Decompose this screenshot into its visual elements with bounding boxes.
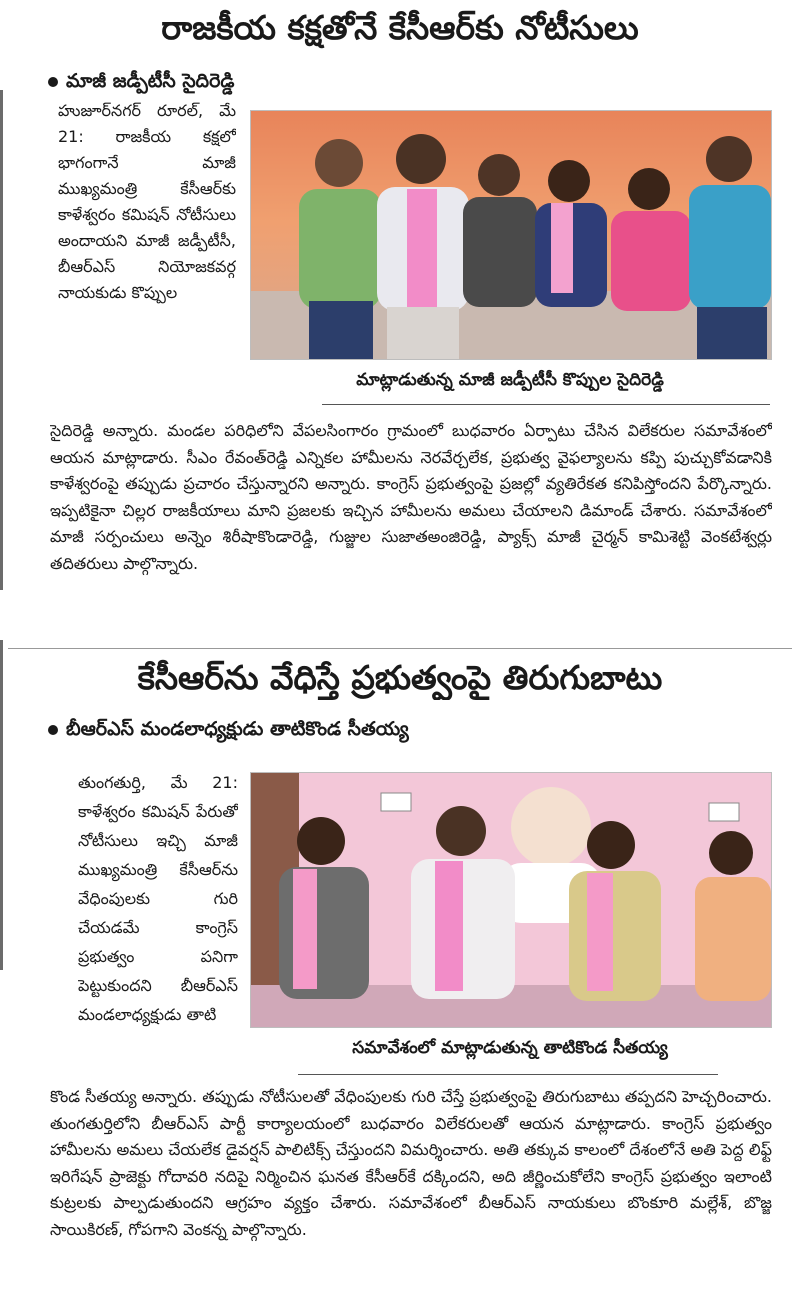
article2-body-text: కొండ సీతయ్య అన్నారు. తప్పుడు నోటీసులతో వేధింపులకు గురి చేస్తే ప్రభుత్వంపై తిరుగుబాటు తప్పదని హెచ్చరించారు. తుంగతుర్తిలోని బీఆర్‌ఎస్ పార్టీ కార్యాలయంలో బుధవారం విలేకరులతో ఆయన మాట్లాడారు. కాంగ్రెస్ ప్రభుత్వం హామీలను అమలు చేయలేక డైవర్షన్ పాలిటిక్స్ చేస్తుందని విమర్శించారు. అతి తక్కువ కాలంలో దేశంలోనే అతి పెద్ద లిఫ్ట్ ఇరిగేషన్ ప్రాజెక్టు గోదావరి నదిపై నిర్మించిన ఘనత కేసీఆర్‌కే దక్కిందని, అది జీర్ణించుకోలేని కాంగ్రెస్ ప్రభుత్వం ఇలాంటి కుట్రలకు పాల్పడుతుందని ఆగ్రహం వ్యక్తం చేశారు. సమావేశంలో బీఆర్‌ఎస్ నాయకులు బొంకూరి మల్లేశ్, బొజ్జ సాయికిరణ్, గోపగాని వెంకన్న పాల్గొన్నారు. [50,1087,772,1239]
article2-photo-caption: సమావేశంలో మాట్లాడుతున్న తాటికొండ సీతయ్య [352,1038,668,1058]
bullet-icon [48,725,58,735]
article2-photo-image [251,773,771,1027]
article1-body-text: సైదిరెడ్డి అన్నారు. మండల పరిధిలోని వేపలసింగారం గ్రామంలో బుధవారం ఏర్పాటు చేసిన విలేకరుల సమావేశంలో ఆయన మాట్లాడారు. సీఎం రేవంత్‌రెడ్డి ఎన్నికల హామీలను నెరవేర్చలేక, ప్రభుత్వ వైఫల్యాలను కప్పి పుచ్చుకోవడానికి కాళేశ్వరంపై తప్పుడు ప్రచారం చేస్తున్నారని అన్నారు. కాంగ్రెస్ ప్రభుత్వంపై ప్రజల్లో వ్యతిరేకత కనిపిస్తోందని పేర్కొన్నారు. ఇప్పటికైనా చిల్లర రాజకీయాలు మాని ప్రజలకు ఇచ్చిన హామీలను అమలు చేయాలని డిమాండ్ చేశారు. సమావేశంలో మాజీ సర్పంచులు అన్నెం శిరీషాకొండారెడ్డి, గుజ్జుల సుజాతఅంజిరెడ్డి, ప్యాక్స్ మాజీ చైర్మన్ కామిశెట్టి వెంకటేశ్వర్లు తదితరులు పాల్గొన్నారు. [50,421,772,573]
article1-byline-text: మాజీ జడ్పీటీసీ సైదిరెడ్డి [66,70,235,92]
article1-column-text: హుజూర్‌నగర్ రూరల్, మే 21: రాజకీయ కక్షలో భాగంగానే మాజీ ముఖ్యమంత్రి కేసీఆర్‌కు కాళేశ్వరం కమిషన్ నోటీసులు అందాయని మాజీ జడ్పీటీసీ, బీఆర్‌ఎస్ నియోజకవర్గ నాయకుడు కొప్పుల [58,101,236,302]
article1-byline [48,68,234,94]
article1-photo [250,110,772,360]
article1-photo-image [251,111,771,359]
article2-byline [48,716,409,742]
article2-headline: కేసీఆర్‌ను వేధిస్తే ప్రభుత్వంపై తిరుగుబాటు [137,658,663,697]
page-edge-mark [0,90,3,590]
bullet-icon [48,77,58,87]
article2-caption-rule [298,1074,718,1075]
article2-byline-text: బీఆర్‌ఎస్ మండలాధ్యక్షుడు తాటికొండ సీతయ్య [66,718,409,740]
article2-column-text: తుంగతుర్తి, మే 21: కాళేశ్వరం కమిషన్ పేరుతో నోటీసులు ఇచ్చి మాజీ ముఖ్యమంత్రి కేసీఆర్‌ను వేధింపులకు గురి చేయడమే కాంగ్రెస్ ప్రభుత్వం పనిగా పెట్టుకుందని బీఆర్‌ఎస్ మండలాధ్యక్షుడు తాటి [78,773,238,1024]
article2-photo [250,772,772,1028]
article-separator [8,648,792,649]
article1-photo-caption: మాట్లాడుతున్న మాజీ జడ్పీటీసీ కొప్పుల సైదిరెడ్డి [356,370,664,390]
article1-headline: రాజకీయ కక్షతోనే కేసీఆర్‌కు నోటీసులు [161,8,639,47]
article1-caption-rule [322,404,770,405]
